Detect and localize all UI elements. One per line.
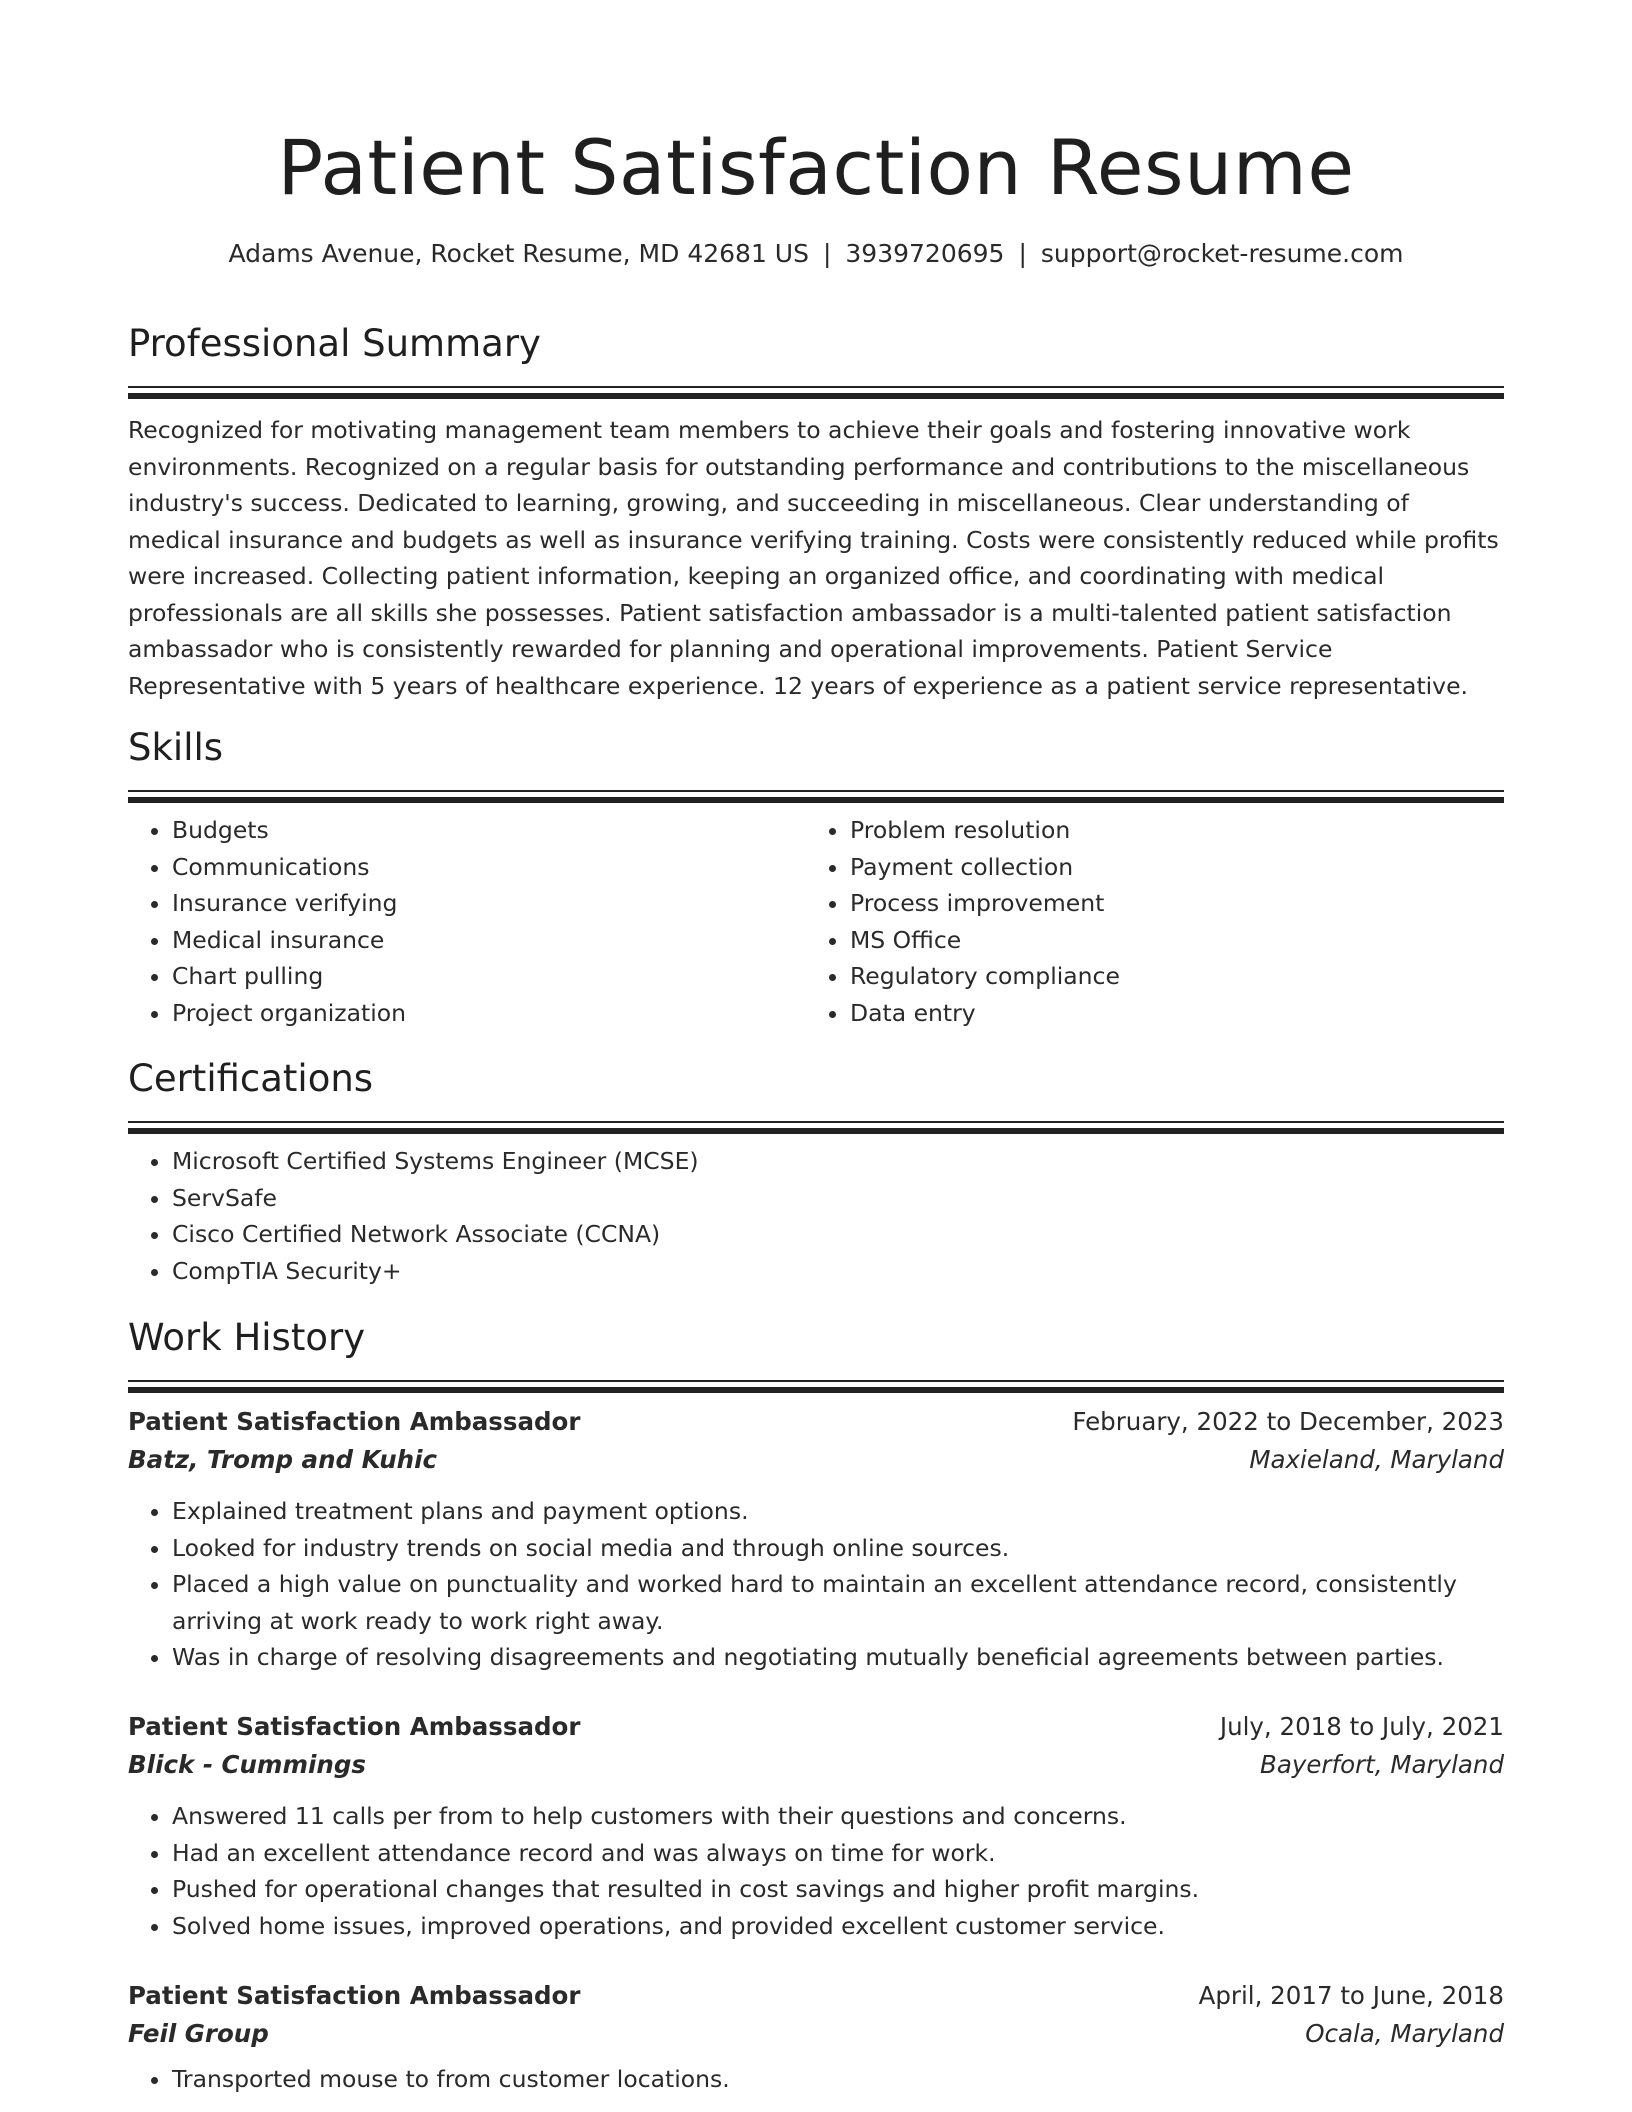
job-bullet: • Transported mouse to from customer locations. — [172, 2061, 1504, 2098]
job-header-row — [128, 1708, 1504, 1746]
skill-item: • Budgets — [172, 812, 806, 849]
job-bullet: • Placed a high value on punctuality and worked hard to maintain an excellent attendance record, consistently arriving at work ready to work right away. — [172, 1566, 1504, 1639]
job-dates: February, 2022 to December, 2023 — [1072, 1407, 1504, 1436]
certification-item: • CompTIA Security+ — [172, 1253, 1504, 1290]
job-location: Bayerfort, Maryland — [1260, 1750, 1504, 1779]
job-bullet: • Solved home issues, improved operations, and provided excellent customer service. — [172, 1908, 1504, 1945]
job-subheader-row — [128, 1746, 1504, 1784]
job-bullet: • Looked for industry trends on social media and through online sources. — [172, 1530, 1504, 1567]
summary-text: Recognized for motivating management team members to achieve their goals and fostering innovative work environments. Recognized on a regular basis for outstanding performance and contributions to the miscellaneous industry's success. Dedicated to learning, growing, and succeeding in miscellaneous. Clear understanding of medical insurance and budgets as well as insurance verifying training. Costs were consistently reduced while profits were increased. Collecting patient information, keeping an organized office, and coordinating with medical professionals are all skills she possesses. Patient satisfaction ambassador is a multi-talented patient satisfaction ambassador who is consistently rewarded for planning and operational improvements. Patient Service Representative with 5 years of healthcare experience. 12 years of experience as a patient service representative. — [128, 416, 1499, 700]
certifications-heading: Certifications — [128, 1057, 374, 1100]
certification-item: • Cisco Certified Network Associate (CCNA) — [172, 1216, 1504, 1253]
skill-item: • Problem resolution — [850, 812, 1484, 849]
job-header-row — [128, 1977, 1504, 2015]
job-bullets — [128, 1798, 1504, 1944]
job-company: Blick - Cummings — [128, 1750, 366, 1779]
certification-item: • Microsoft Certified Systems Engineer (MCSE) — [172, 1143, 1504, 1180]
skill-item: • Insurance verifying — [172, 885, 806, 922]
certifications-section — [128, 1055, 1504, 1289]
contact-address: Adams Avenue, Rocket Resume, MD 42681 US — [228, 239, 809, 268]
job-bullet: • Explained treatment plans and payment options. — [172, 1493, 1504, 1530]
job-title: Patient Satisfaction Ambassador — [128, 1981, 581, 2010]
job-location: Ocala, Maryland — [1305, 2019, 1504, 2048]
job-location: Maxieland, Maryland — [1249, 1445, 1504, 1474]
job-header-row — [128, 1403, 1504, 1441]
section-divider — [128, 1380, 1504, 1382]
job-bullet: • Was in charge of resolving disagreements and negotiating mutually beneficial agreements between parties. — [172, 1639, 1504, 1676]
skills-heading: Skills — [128, 726, 224, 769]
skills-column-right — [806, 812, 1484, 1031]
job-entry — [128, 1977, 1504, 2098]
contact-phone: 3939720695 — [845, 239, 1005, 268]
job-bullet: • Pushed for operational changes that resulted in cost savings and higher profit margins. — [172, 1871, 1504, 1908]
job-company: Feil Group — [128, 2019, 269, 2048]
skill-item: • Payment collection — [850, 849, 1484, 886]
job-bullet: • Answered 11 calls per from to help customers with their questions and concerns. — [172, 1798, 1504, 1835]
contact-email: support@rocket-resume.com — [1040, 239, 1404, 268]
job-dates: April, 2017 to June, 2018 — [1198, 1981, 1504, 2010]
job-subheader-row — [128, 2015, 1504, 2053]
skill-item: • Medical insurance — [172, 922, 806, 959]
skills-grid — [128, 812, 1504, 1031]
skill-item: • MS Office — [850, 922, 1484, 959]
section-divider — [128, 386, 1504, 388]
section-divider — [128, 790, 1504, 792]
skill-item: • Data entry — [850, 995, 1484, 1032]
skills-list-left — [128, 812, 806, 1031]
job-dates: July, 2018 to July, 2021 — [1219, 1712, 1504, 1741]
skills-list-right — [806, 812, 1484, 1031]
contact-line — [128, 236, 1504, 272]
certifications-list — [128, 1143, 1504, 1289]
resume-title: Patient Satisfaction Resume — [277, 123, 1355, 212]
job-bullets — [128, 1493, 1504, 1676]
job-company: Batz, Tromp and Kuhic — [128, 1445, 438, 1474]
certification-item: • ServSafe — [172, 1180, 1504, 1217]
work-history-section — [128, 1314, 1504, 1382]
job-title: Patient Satisfaction Ambassador — [128, 1712, 581, 1741]
summary-heading: Professional Summary — [128, 322, 541, 365]
skill-item: • Regulatory compliance — [850, 958, 1484, 995]
job-entry — [128, 1403, 1504, 1676]
job-subheader-row — [128, 1441, 1504, 1479]
job-bullet: • Had an excellent attendance record and was always on time for work. — [172, 1835, 1504, 1872]
skill-item: • Process improvement — [850, 885, 1484, 922]
skills-section — [128, 724, 1504, 1031]
skills-column-left — [128, 812, 806, 1031]
skill-item: • Project organization — [172, 995, 806, 1032]
summary-section — [128, 320, 1504, 704]
contact-separator: | — [1018, 239, 1027, 268]
job-bullets — [128, 2061, 1504, 2098]
contact-separator: | — [822, 239, 832, 268]
skill-item: • Communications — [172, 849, 806, 886]
section-divider — [128, 1121, 1504, 1123]
skill-item: • Chart pulling — [172, 958, 806, 995]
job-title: Patient Satisfaction Ambassador — [128, 1407, 581, 1436]
job-entry — [128, 1708, 1504, 1944]
work-history-heading: Work History — [128, 1316, 366, 1359]
